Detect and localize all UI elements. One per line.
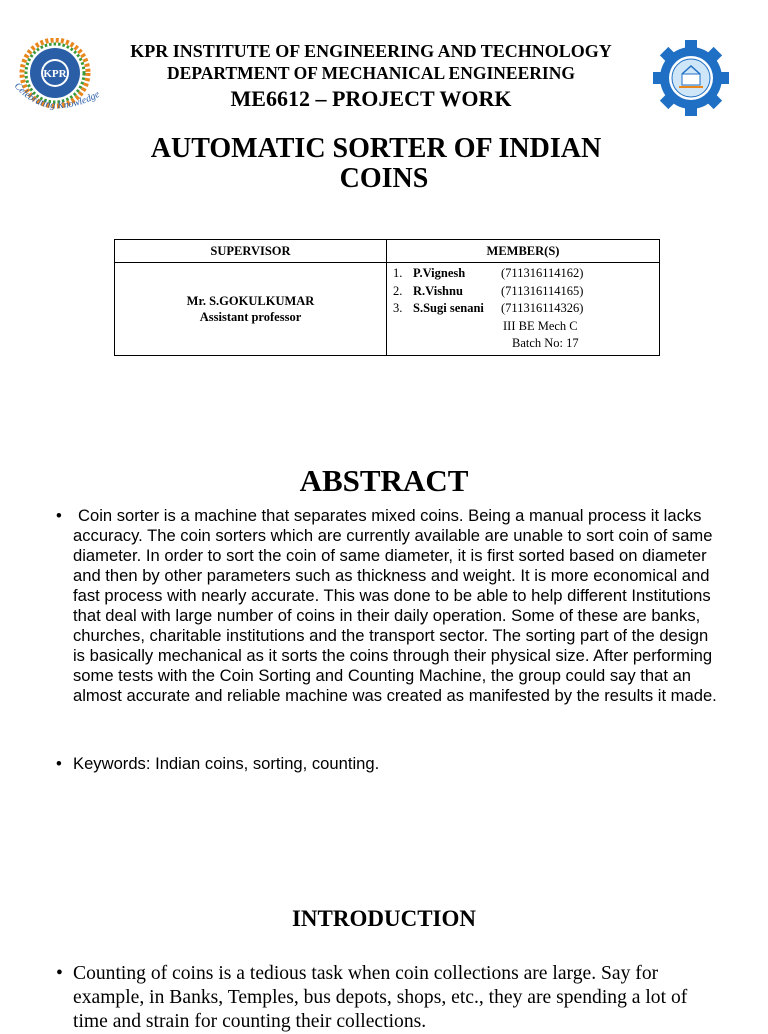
bullet-icon: • [56, 506, 62, 525]
introduction-text: Counting of coins is a tedious task when coin collections are large. Say for example, in Banks, Temples, bus depots, shops, etc., they are spending a lot of time and strain for counting their collections. [73, 963, 688, 1032]
member-id: (711316114165) [501, 283, 584, 298]
project-title-line2: COINS [339, 163, 429, 194]
abstract-heading: ABSTRACT [299, 463, 469, 498]
member-name: R.Vishnu [413, 283, 463, 298]
members-cell [387, 263, 660, 356]
supervisor-name: Mr. S.GOKULKUMAR [186, 293, 315, 308]
bullet-icon: • [56, 754, 62, 773]
team-table [114, 239, 660, 356]
member-id: (711316114326) [501, 301, 584, 315]
gear-emblem-icon [653, 40, 729, 116]
kpr-logo-motto: Celebrating Knowledge [11, 80, 102, 112]
supervisor-cell [115, 263, 387, 356]
member-row [393, 265, 659, 283]
member-id: (711316114162) [501, 266, 584, 280]
supervisor-header: SUPERVISOR [115, 240, 387, 263]
batch-number: Batch No: 17 [512, 336, 579, 350]
abstract-text: Coin sorter is a machine that separates mixed coins. Being a manual process it lacks accuracy. The coin sorters which are currently available are unable to sort coin of same diameter. In order to sort the coin of same diameter, it is first sorted based on diameter and then by other parameters such as thickness and weight. It is more economical and fast process with nearly accurate. This was done to be able to help different Institutions that deal with large number of coins in their daily operation. Some of these are banks, churches, charitable institutions and the transport sector. The sorting part of the design is basically mechanical as it sorts the coins through their physical size. After performing some tests with the Coin Sorting and Counting Machine, the group could say that an almost accurate and reliable machine was created as manifested by the results it made. [73, 506, 717, 705]
course-title: ME6612 – PROJECT WORK [230, 86, 512, 111]
members-header: MEMBER(S) [387, 240, 660, 263]
institute-name: KPR INSTITUTE OF ENGINEERING AND TECHNOLOGY [130, 41, 612, 61]
bullet-icon: • [56, 963, 63, 984]
supervisor-role: Assistant professor [199, 309, 302, 324]
project-title-line1: AUTOMATIC SORTER OF INDIAN [150, 133, 602, 164]
member-number: 2. [393, 283, 403, 298]
member-row [393, 300, 659, 318]
abstract-paragraph [56, 506, 720, 706]
introduction-heading: INTRODUCTION [291, 906, 477, 931]
kpr-logo-initials: KPR [43, 68, 67, 80]
member-name: S.Sugi senani [413, 301, 484, 315]
member-class: III BE Mech C [503, 318, 578, 333]
member-name: P.Vignesh [413, 266, 466, 280]
member-number: 3. [393, 301, 403, 315]
member-row [393, 283, 659, 301]
keywords-paragraph [56, 754, 720, 774]
member-number: 1. [393, 266, 403, 280]
department-name: DEPARTMENT OF MECHANICAL ENGINEERING [167, 63, 575, 83]
keywords-text: Keywords: Indian coins, sorting, counting. [73, 754, 380, 773]
introduction-paragraph [56, 962, 720, 1034]
